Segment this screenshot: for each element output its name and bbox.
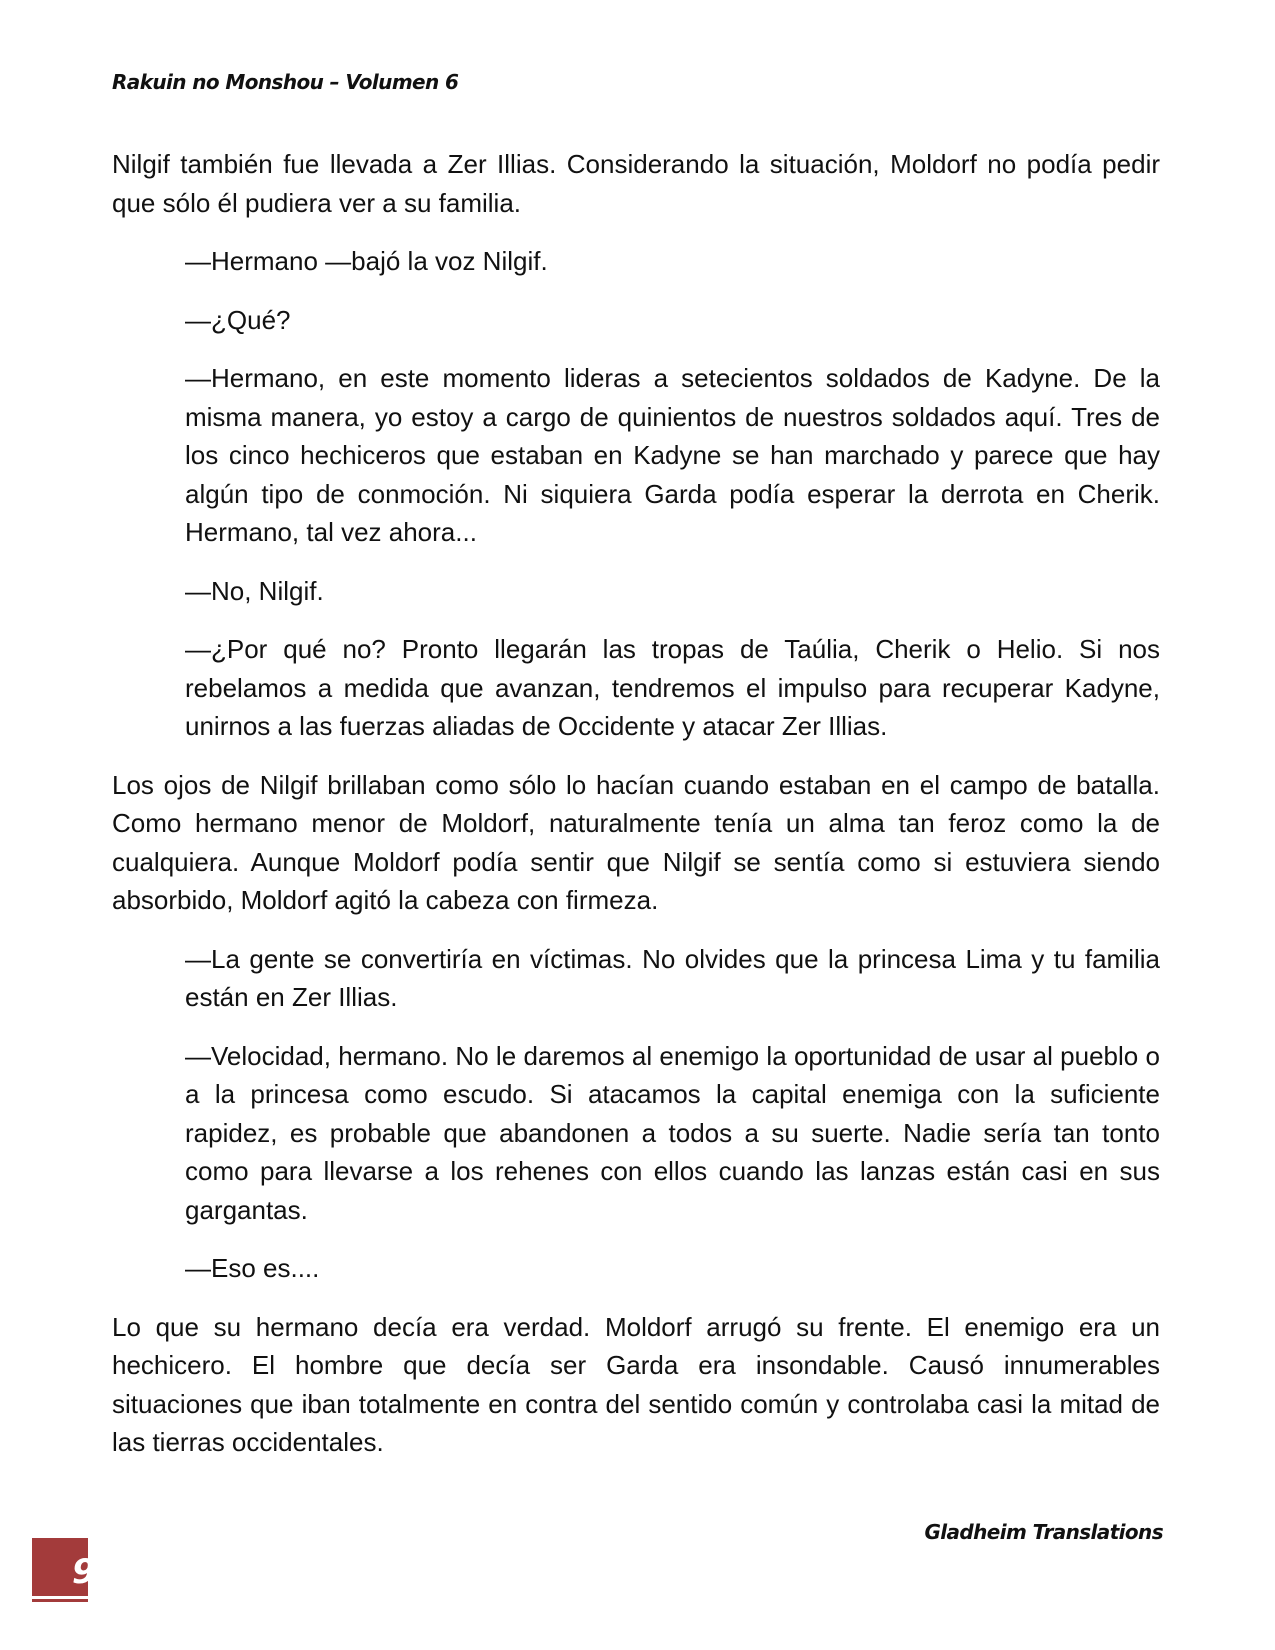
paragraph-dialog: —Velocidad, hermano. No le daremos al enemigo la oportunidad de usar al pueblo o a la princesa como escudo. Si atacamos la capital enemiga con la suficiente rapidez, es probable que abandonen a todos a su suerte. Nadie sería tan tonto como para llevarse a los rehenes con ellos cuando las lanzas están casi en sus gargantas. (185, 1040, 1160, 1225)
page-header-title: Rakuin no Monshou – Volumen 6 (112, 70, 459, 94)
paragraph-dialog: —Eso es.... (185, 1253, 320, 1283)
paragraph-narration: Nilgif también fue llevada a Zer Illias. Considerando la situación, Moldorf no podía pedir que sólo él pudiera ver a su familia. (112, 149, 1160, 218)
paragraph-dialog: —La gente se convertiría en víctimas. No olvides que la princesa Lima y tu familia están en Zer Illias. (185, 943, 1160, 1012)
paragraph-dialog: —Hermano, en este momento lideras a setecientos soldados de Kadyne. De la misma manera, yo estoy a cargo de quinientos de nuestros soldados aquí. Tres de los cinco hechiceros que estaban en Kadyne se han marchado y parece que hay algún tipo de conmoción. Ni siquiera Garda podía esperar la derrota en Cherik. Hermano, tal vez ahora... (185, 363, 1160, 547)
paragraph-narration: Los ojos de Nilgif brillaban como sólo lo hacían cuando estaban en el campo de batalla. Como hermano menor de Moldorf, naturalmente tenía un alma tan feroz como la de cualquiera. Aunque Moldorf podía sentir que Nilgif se sentía como si estuviera siendo absorbido, Moldorf agitó la cabeza con firmeza. (112, 769, 1160, 915)
paragraph-dialog: —¿Qué? (185, 304, 291, 335)
footer-credit: Gladheim Translations (924, 1520, 1163, 1544)
paragraph-narration: Lo que su hermano decía era verdad. Moldorf arrugó su frente. El enemigo era un hechicero. El hombre que decía ser Garda era insondable. Causó innumerables situaciones que iban totalmente en contra del sentido común y controlaba casi la mitad de las tierras occidentales. (112, 1311, 1160, 1457)
page-number-underline (32, 1596, 88, 1599)
paragraph-dialog: —Hermano —bajó la voz Nilgif. (185, 246, 548, 276)
document-body (112, 145, 1160, 1482)
page-number-box (32, 1538, 96, 1602)
page-number: 9 (72, 1552, 96, 1592)
paragraph-dialog: —No, Nilgif. (185, 575, 324, 606)
paragraph-dialog: —¿Por qué no? Pronto llegarán las tropas de Taúlia, Cherik o Helio. Si nos rebelamos a medida que avanzan, tendremos el impulso para recuperar Kadyne, unirnos a las fuerzas aliadas de Occidente y atacar Zer Illias. (185, 634, 1160, 741)
